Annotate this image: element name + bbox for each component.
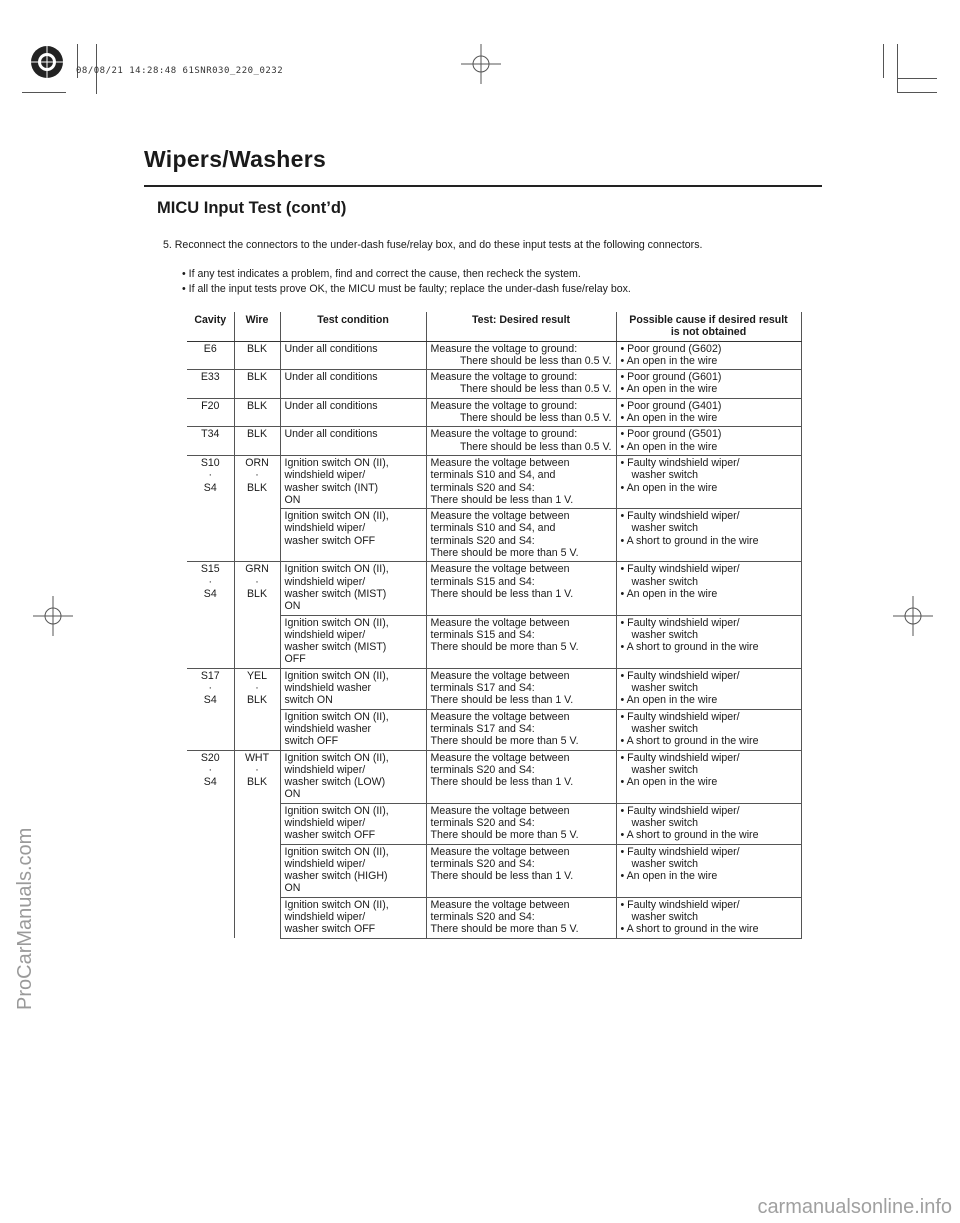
cell-result-line: There should be more than 5 V. bbox=[430, 735, 579, 748]
crosshair-left-icon bbox=[33, 596, 73, 636]
header-cause: Possible cause if desired result is not obtained bbox=[616, 312, 801, 341]
cell-cavity bbox=[187, 750, 234, 938]
cell-condition bbox=[280, 803, 426, 844]
cell-condition-line: Ignition switch ON (II), bbox=[284, 845, 389, 858]
cell-result-line: terminals S10 and S4, and bbox=[430, 522, 556, 535]
cell-result-line: Measure the voltage between bbox=[430, 510, 570, 523]
cell-result-line: There should be more than 5 V. bbox=[430, 547, 579, 560]
cell-result bbox=[426, 803, 616, 844]
cell-condition bbox=[280, 668, 426, 709]
cell-result bbox=[426, 750, 616, 803]
title-rule bbox=[144, 185, 822, 187]
cell-cause-line: • A short to ground in the wire bbox=[620, 641, 759, 654]
cell-cause-line: • Poor ground (G401) bbox=[620, 399, 722, 412]
header-result: Test: Desired result bbox=[426, 312, 616, 341]
cell-wire bbox=[234, 398, 280, 427]
cell-wire bbox=[234, 370, 280, 399]
cell-condition bbox=[280, 455, 426, 508]
cell-cause bbox=[616, 398, 801, 427]
cell-cavity-line: · bbox=[208, 575, 213, 588]
cell-condition bbox=[280, 844, 426, 897]
cell-result-line: There should be less than 1 V. bbox=[430, 870, 574, 883]
cell-cavity bbox=[187, 562, 234, 668]
cell-cause-line: • An open in the wire bbox=[620, 412, 718, 425]
table-row bbox=[187, 803, 801, 844]
cell-wire-line: BLK bbox=[246, 776, 268, 789]
cell-cause-line: • An open in the wire bbox=[620, 776, 718, 789]
table-row bbox=[187, 668, 801, 709]
cell-cavity bbox=[187, 398, 234, 427]
table-row bbox=[187, 398, 801, 427]
cell-result-line: There should be less than 0.5 V. bbox=[459, 412, 612, 425]
cell-result-line: terminals S17 and S4: bbox=[430, 682, 535, 695]
cell-cavity-line: S15 bbox=[200, 563, 220, 576]
cell-condition-line: windshield wiper/ bbox=[284, 469, 366, 482]
cell-result-line: There should be less than 0.5 V. bbox=[459, 354, 612, 367]
cell-condition-line: ON bbox=[284, 493, 301, 506]
cell-result bbox=[426, 897, 616, 938]
cell-cause-line: washer switch bbox=[631, 682, 699, 695]
cell-cause-line: • Faulty windshield wiper/ bbox=[620, 563, 740, 576]
cell-cause-line: • An open in the wire bbox=[620, 870, 718, 883]
cell-wire-line: BLK bbox=[246, 428, 268, 441]
cell-result bbox=[426, 341, 616, 370]
cell-result-line: There should be less than 1 V. bbox=[430, 694, 574, 707]
cell-result-line: terminals S20 and S4: bbox=[430, 763, 535, 776]
cell-cause bbox=[616, 709, 801, 750]
cell-result-line: Measure the voltage between bbox=[430, 456, 570, 469]
page-subtitle: MICU Input Test (cont’d) bbox=[157, 199, 347, 217]
cell-wire-line: BLK bbox=[246, 399, 268, 412]
cell-condition bbox=[280, 615, 426, 668]
cell-cause-line: • An open in the wire bbox=[620, 481, 718, 494]
section-title: Wipers/Washers bbox=[144, 146, 327, 172]
print-stamp: 08/08/21 14:28:48 61SNR030_220_0232 bbox=[76, 66, 284, 76]
cell-cause-line: • An open in the wire bbox=[620, 354, 718, 367]
cell-cause-line: washer switch bbox=[631, 857, 699, 870]
cell-result-line: There should be less than 1 V. bbox=[430, 587, 574, 600]
crosshair-right-icon bbox=[893, 596, 933, 636]
cell-condition-line: Ignition switch ON (II), bbox=[284, 669, 389, 682]
cell-wire-line: · bbox=[255, 763, 259, 776]
cell-cause-line: • An open in the wire bbox=[620, 587, 718, 600]
cell-cause bbox=[616, 509, 801, 562]
cell-wire-line: BLK bbox=[246, 371, 268, 384]
cell-cause-line: • Faulty windshield wiper/ bbox=[620, 898, 740, 911]
cell-condition-line: Under all conditions bbox=[284, 399, 378, 412]
cell-result-line: Measure the voltage between bbox=[430, 616, 570, 629]
cell-cause bbox=[616, 803, 801, 844]
cell-result-line: terminals S20 and S4: bbox=[430, 534, 535, 547]
cell-cause-line: • Faulty windshield wiper/ bbox=[620, 510, 740, 523]
cell-result-line: There should be less than 1 V. bbox=[430, 776, 574, 789]
cell-result bbox=[426, 370, 616, 399]
cell-result-line: terminals S20 and S4: bbox=[430, 911, 535, 924]
cell-cavity-line: S4 bbox=[203, 694, 217, 707]
cell-cause-line: • Faulty windshield wiper/ bbox=[620, 669, 740, 682]
cell-condition bbox=[280, 341, 426, 370]
cell-condition-line: washer switch (INT) bbox=[284, 481, 379, 494]
cell-condition-line: windshield wiper/ bbox=[284, 911, 366, 924]
cell-result bbox=[426, 709, 616, 750]
cell-cause-line: • Faulty windshield wiper/ bbox=[620, 710, 740, 723]
instruction-bullets bbox=[182, 268, 631, 298]
cell-result bbox=[426, 509, 616, 562]
cell-condition bbox=[280, 370, 426, 399]
cell-cause bbox=[616, 341, 801, 370]
cell-cause-line: • Poor ground (G602) bbox=[620, 342, 722, 355]
cell-cause bbox=[616, 897, 801, 938]
cell-cavity bbox=[187, 427, 234, 456]
cell-condition-line: washer switch (LOW) bbox=[284, 776, 386, 789]
cell-condition bbox=[280, 897, 426, 938]
cell-wire-line: BLK bbox=[246, 481, 268, 494]
cell-cause-line: • Faulty windshield wiper/ bbox=[620, 804, 740, 817]
cell-condition-line: washer switch OFF bbox=[284, 534, 376, 547]
cell-result-line: There should be less than 1 V. bbox=[430, 493, 574, 506]
cell-condition bbox=[280, 398, 426, 427]
cell-cavity-line: S4 bbox=[203, 776, 217, 789]
side-watermark: ProCarManuals.com bbox=[14, 827, 36, 1010]
crop-mark bbox=[883, 44, 884, 78]
bullet-item: • If all the input tests prove OK, the MICU must be faulty; replace the under-dash fuse/relay box. bbox=[182, 283, 631, 295]
cell-cause bbox=[616, 844, 801, 897]
crosshair-top-icon bbox=[461, 44, 501, 84]
cell-cavity-line: · bbox=[208, 682, 213, 695]
cell-cavity-line: E33 bbox=[200, 371, 220, 384]
cell-condition-line: ON bbox=[284, 600, 301, 613]
cell-result-line: Measure the voltage to ground: bbox=[430, 342, 578, 355]
table-row bbox=[187, 750, 801, 803]
crop-mark bbox=[897, 92, 937, 93]
cell-cause bbox=[616, 750, 801, 803]
table-row bbox=[187, 897, 801, 938]
crop-mark bbox=[22, 92, 66, 93]
cell-result-line: terminals S10 and S4, and bbox=[430, 469, 556, 482]
cell-condition-line: Under all conditions bbox=[284, 371, 378, 384]
cell-wire-line: BLK bbox=[246, 694, 268, 707]
cell-result-line: Measure the voltage to ground: bbox=[430, 399, 578, 412]
cell-cavity bbox=[187, 341, 234, 370]
cell-result bbox=[426, 844, 616, 897]
cell-cavity-line: E6 bbox=[203, 342, 217, 355]
cell-result-line: There should be more than 5 V. bbox=[430, 641, 579, 654]
cell-cause bbox=[616, 370, 801, 399]
cell-result-line: terminals S15 and S4: bbox=[430, 628, 535, 641]
cell-result bbox=[426, 668, 616, 709]
cell-cause-line: washer switch bbox=[631, 911, 699, 924]
table-row bbox=[187, 844, 801, 897]
cell-condition bbox=[280, 427, 426, 456]
cell-result-line: There should be more than 5 V. bbox=[430, 923, 579, 936]
cell-cause-line: • An open in the wire bbox=[620, 694, 718, 707]
cell-condition-line: switch OFF bbox=[284, 735, 339, 748]
cell-wire bbox=[234, 562, 280, 668]
table-header-row bbox=[187, 312, 801, 341]
cell-result-line: terminals S20 and S4: bbox=[430, 857, 535, 870]
cell-condition-line: Under all conditions bbox=[284, 428, 378, 441]
table-row bbox=[187, 370, 801, 399]
cell-result-line: terminals S17 and S4: bbox=[430, 722, 535, 735]
header-condition: Test condition bbox=[280, 312, 426, 341]
table-row bbox=[187, 509, 801, 562]
cell-condition-line: windshield washer bbox=[284, 722, 372, 735]
cell-cause-line: • Poor ground (G501) bbox=[620, 428, 722, 441]
cell-result-line: Measure the voltage to ground: bbox=[430, 428, 578, 441]
bottom-watermark: carmanualsonline.info bbox=[757, 1196, 952, 1218]
cell-wire-line: · bbox=[255, 575, 259, 588]
cell-condition-line: washer switch (MIST) bbox=[284, 641, 387, 654]
table-row bbox=[187, 709, 801, 750]
cell-cause-line: • Faulty windshield wiper/ bbox=[620, 616, 740, 629]
cell-cavity-line: S10 bbox=[200, 456, 220, 469]
cell-wire-line: ORN bbox=[245, 456, 269, 469]
cell-cause-line: washer switch bbox=[631, 628, 699, 641]
cell-cause-line: • An open in the wire bbox=[620, 383, 718, 396]
table-row bbox=[187, 615, 801, 668]
cell-result bbox=[426, 562, 616, 615]
cell-condition-line: OFF bbox=[284, 653, 306, 666]
step-instruction: 5. Reconnect the connectors to the under-dash fuse/relay box, and do these input tests at the following connectors. bbox=[163, 239, 703, 251]
cell-result-line: Measure the voltage between bbox=[430, 804, 570, 817]
cell-result-line: Measure the voltage between bbox=[430, 710, 570, 723]
cell-condition-line: ON bbox=[284, 882, 301, 895]
cell-condition-line: windshield wiper/ bbox=[284, 575, 366, 588]
cell-condition bbox=[280, 509, 426, 562]
cell-wire bbox=[234, 750, 280, 938]
cell-condition-line: windshield washer bbox=[284, 682, 372, 695]
cell-cavity bbox=[187, 455, 234, 561]
cell-condition-line: Ignition switch ON (II), bbox=[284, 898, 389, 911]
cell-cavity-line: · bbox=[208, 763, 213, 776]
cell-wire-line: · bbox=[255, 682, 259, 695]
cell-wire bbox=[234, 455, 280, 561]
cell-condition-line: windshield wiper/ bbox=[284, 857, 366, 870]
cell-result-line: Measure the voltage between bbox=[430, 845, 570, 858]
crop-mark bbox=[897, 78, 937, 79]
cell-cavity-line: S4 bbox=[203, 587, 217, 600]
table-body bbox=[187, 341, 801, 938]
cell-wire-line: WHT bbox=[244, 751, 270, 764]
cell-condition-line: windshield wiper/ bbox=[284, 522, 366, 535]
cell-cause-line: • Faulty windshield wiper/ bbox=[620, 845, 740, 858]
cell-condition-line: windshield wiper/ bbox=[284, 628, 366, 641]
cell-result-line: terminals S20 and S4: bbox=[430, 481, 535, 494]
cell-condition-line: windshield wiper/ bbox=[284, 763, 366, 776]
cell-result-line: Measure the voltage between bbox=[430, 563, 570, 576]
crop-mark bbox=[897, 44, 898, 92]
table-row bbox=[187, 427, 801, 456]
cell-result-line: Measure the voltage between bbox=[430, 669, 570, 682]
cell-wire-line: BLK bbox=[246, 342, 268, 355]
cell-condition bbox=[280, 562, 426, 615]
cell-cavity-line: S17 bbox=[200, 669, 220, 682]
cell-cause-line: washer switch bbox=[631, 575, 699, 588]
cell-cause-line: • Poor ground (G601) bbox=[620, 371, 722, 384]
cell-result bbox=[426, 398, 616, 427]
cell-cause bbox=[616, 455, 801, 508]
cell-cavity-line: S4 bbox=[203, 481, 217, 494]
cell-cavity bbox=[187, 370, 234, 399]
cell-cause-line: washer switch bbox=[631, 763, 699, 776]
cell-cause-line: washer switch bbox=[631, 816, 699, 829]
bullet-item: • If any test indicates a problem, find and correct the cause, then recheck the system. bbox=[182, 268, 581, 280]
input-test-table bbox=[187, 312, 802, 939]
cell-condition-line: Ignition switch ON (II), bbox=[284, 616, 389, 629]
cell-result-line: terminals S15 and S4: bbox=[430, 575, 535, 588]
cell-cause bbox=[616, 427, 801, 456]
cell-wire bbox=[234, 668, 280, 750]
cell-condition-line: windshield wiper/ bbox=[284, 816, 366, 829]
cell-wire-line: YEL bbox=[246, 669, 268, 682]
table-row bbox=[187, 341, 801, 370]
cell-cause-line: • Faulty windshield wiper/ bbox=[620, 456, 740, 469]
cell-condition-line: washer switch (HIGH) bbox=[284, 870, 388, 883]
cell-condition-line: Ignition switch ON (II), bbox=[284, 456, 389, 469]
header-wire: Wire bbox=[234, 312, 280, 341]
cell-condition bbox=[280, 750, 426, 803]
cell-cause bbox=[616, 562, 801, 615]
cell-cause-line: • A short to ground in the wire bbox=[620, 534, 759, 547]
cell-condition-line: Ignition switch ON (II), bbox=[284, 804, 389, 817]
cell-wire-line: BLK bbox=[246, 587, 268, 600]
cell-condition-line: washer switch (MIST) bbox=[284, 587, 387, 600]
cell-cause-line: • Faulty windshield wiper/ bbox=[620, 751, 740, 764]
header-cavity: Cavity bbox=[187, 312, 234, 341]
cell-result-line: terminals S20 and S4: bbox=[430, 816, 535, 829]
cell-cavity-line: · bbox=[208, 469, 213, 482]
cell-cavity-line: T34 bbox=[201, 428, 220, 441]
cell-cause-line: washer switch bbox=[631, 522, 699, 535]
cell-cause-line: • A short to ground in the wire bbox=[620, 923, 759, 936]
cell-result bbox=[426, 455, 616, 508]
cell-condition-line: Ignition switch ON (II), bbox=[284, 563, 389, 576]
registration-mark-top-left-icon bbox=[29, 44, 65, 80]
cell-result-line: There should be more than 5 V. bbox=[430, 829, 579, 842]
cell-condition bbox=[280, 709, 426, 750]
cell-condition-line: washer switch OFF bbox=[284, 923, 376, 936]
cell-result bbox=[426, 615, 616, 668]
cell-cause-line: • A short to ground in the wire bbox=[620, 829, 759, 842]
cell-wire-line: GRN bbox=[245, 563, 269, 576]
cell-cavity-line: F20 bbox=[201, 399, 220, 412]
cell-result-line: Measure the voltage to ground: bbox=[430, 371, 578, 384]
cell-cavity bbox=[187, 668, 234, 750]
cell-condition-line: switch ON bbox=[284, 694, 333, 707]
cell-result bbox=[426, 427, 616, 456]
cell-wire bbox=[234, 427, 280, 456]
table-row bbox=[187, 562, 801, 615]
cell-cause-line: • An open in the wire bbox=[620, 440, 718, 453]
cell-cause bbox=[616, 615, 801, 668]
cell-result-line: There should be less than 0.5 V. bbox=[459, 440, 612, 453]
cell-cause-line: washer switch bbox=[631, 469, 699, 482]
cell-cause-line: • A short to ground in the wire bbox=[620, 735, 759, 748]
cell-wire bbox=[234, 341, 280, 370]
cell-condition-line: Ignition switch ON (II), bbox=[284, 710, 389, 723]
cell-result-line: Measure the voltage between bbox=[430, 751, 570, 764]
cell-cause-line: washer switch bbox=[631, 722, 699, 735]
cell-condition-line: Ignition switch ON (II), bbox=[284, 510, 389, 523]
cell-condition-line: Ignition switch ON (II), bbox=[284, 751, 389, 764]
cell-condition-line: Under all conditions bbox=[284, 342, 378, 355]
cell-result-line: Measure the voltage between bbox=[430, 898, 570, 911]
table-row bbox=[187, 455, 801, 508]
cell-wire-line: · bbox=[255, 469, 259, 482]
cell-condition-line: ON bbox=[284, 788, 301, 801]
cell-condition-line: washer switch OFF bbox=[284, 829, 376, 842]
cell-cavity-line: S20 bbox=[200, 751, 220, 764]
cell-cause bbox=[616, 668, 801, 709]
cell-result-line: There should be less than 0.5 V. bbox=[459, 383, 612, 396]
